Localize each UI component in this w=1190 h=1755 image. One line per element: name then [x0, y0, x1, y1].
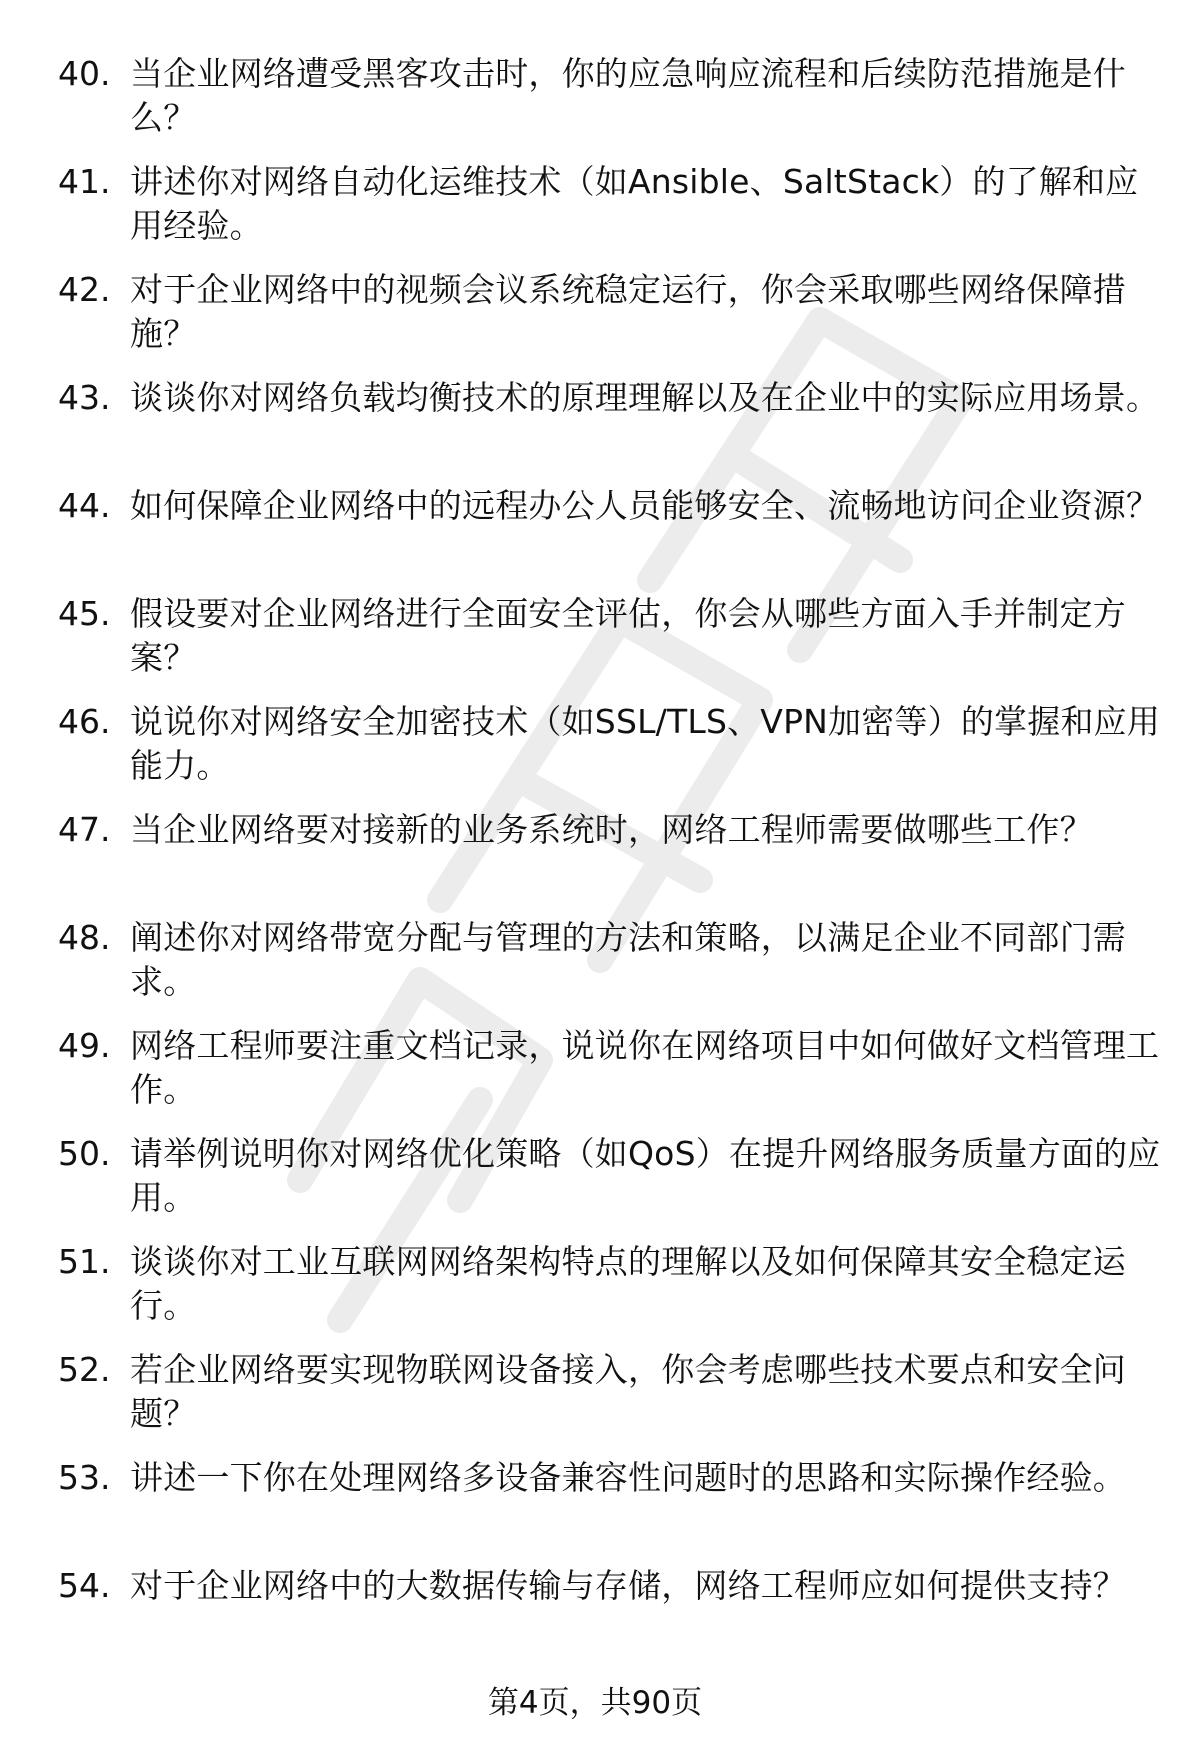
- question-text: 若企业网络要实现物联网设备接入，你会考虑哪些技术要点和安全问题？: [130, 1350, 1126, 1433]
- question-item: [0, 160, 1190, 268]
- question-text: 对于企业网络中的视频会议系统稳定运行，你会采取哪些网络保障措施？: [130, 270, 1126, 353]
- question-text: 网络工程师要注重文档记录，说说你在网络项目中如何做好文档管理工作。: [130, 1026, 1160, 1109]
- question-text: 假设要对企业网络进行全面安全评估，你会从哪些方面入手并制定方案？: [130, 594, 1126, 677]
- question-item: [0, 52, 1190, 160]
- question-text: 当企业网络要对接新的业务系统时，网络工程师需要做哪些工作？: [130, 810, 1093, 849]
- question-number: 49.: [58, 1026, 111, 1065]
- question-number: 48.: [58, 918, 111, 957]
- question-text: 请举例说明你对网络优化策略（如QoS）在提升网络服务质量方面的应用。: [130, 1134, 1161, 1217]
- question-number: 44.: [58, 486, 111, 525]
- question-text: 讲述一下你在处理网络多设备兼容性问题时的思路和实际操作经验。: [130, 1458, 1126, 1497]
- question-item: [0, 268, 1190, 376]
- question-number: 54.: [58, 1566, 111, 1605]
- question-text: 对于企业网络中的大数据传输与存储，网络工程师应如何提供支持？: [130, 1566, 1126, 1605]
- question-text: 谈谈你对工业互联网网络架构特点的理解以及如何保障其安全稳定运行。: [130, 1242, 1126, 1325]
- question-number: 42.: [58, 270, 111, 309]
- question-item: [0, 592, 1190, 700]
- question-item: [0, 1348, 1190, 1456]
- question-item: [0, 700, 1190, 808]
- question-text: 谈谈你对网络负载均衡技术的原理理解以及在企业中的实际应用场景。: [130, 378, 1160, 417]
- question-text: 阐述你对网络带宽分配与管理的方法和策略，以满足企业不同部门需求。: [130, 918, 1126, 1001]
- page-indicator: 第4页，共90页: [487, 1685, 703, 1721]
- question-item: [0, 484, 1190, 592]
- question-item: [0, 1024, 1190, 1132]
- question-number: 51.: [58, 1242, 111, 1281]
- question-item: [0, 1132, 1190, 1240]
- question-number: 53.: [58, 1458, 111, 1497]
- question-item: [0, 1240, 1190, 1348]
- question-number: 45.: [58, 594, 111, 633]
- question-number: 47.: [58, 810, 111, 849]
- question-item: [0, 376, 1190, 484]
- question-number: 52.: [58, 1350, 111, 1389]
- question-number: 43.: [58, 378, 111, 417]
- question-text: 当企业网络遭受黑客攻击时，你的应急响应流程和后续防范措施是什么？: [130, 54, 1126, 137]
- question-item: [0, 916, 1190, 1024]
- question-text: 如何保障企业网络中的远程办公人员能够安全、流畅地访问企业资源？: [130, 486, 1160, 525]
- question-number: 40.: [58, 54, 111, 93]
- question-number: 41.: [58, 162, 111, 201]
- question-item: [0, 808, 1190, 916]
- question-list: [0, 52, 1190, 1672]
- question-text: 说说你对网络安全加密技术（如SSL/TLS、VPN加密等）的掌握和应用能力。: [130, 702, 1161, 785]
- question-number: 50.: [58, 1134, 111, 1173]
- question-item: [0, 1456, 1190, 1564]
- question-number: 46.: [58, 702, 111, 741]
- question-text: 讲述你对网络自动化运维技术（如Ansible、SaltStack）的了解和应用经验。: [130, 162, 1139, 245]
- question-item: [0, 1564, 1190, 1672]
